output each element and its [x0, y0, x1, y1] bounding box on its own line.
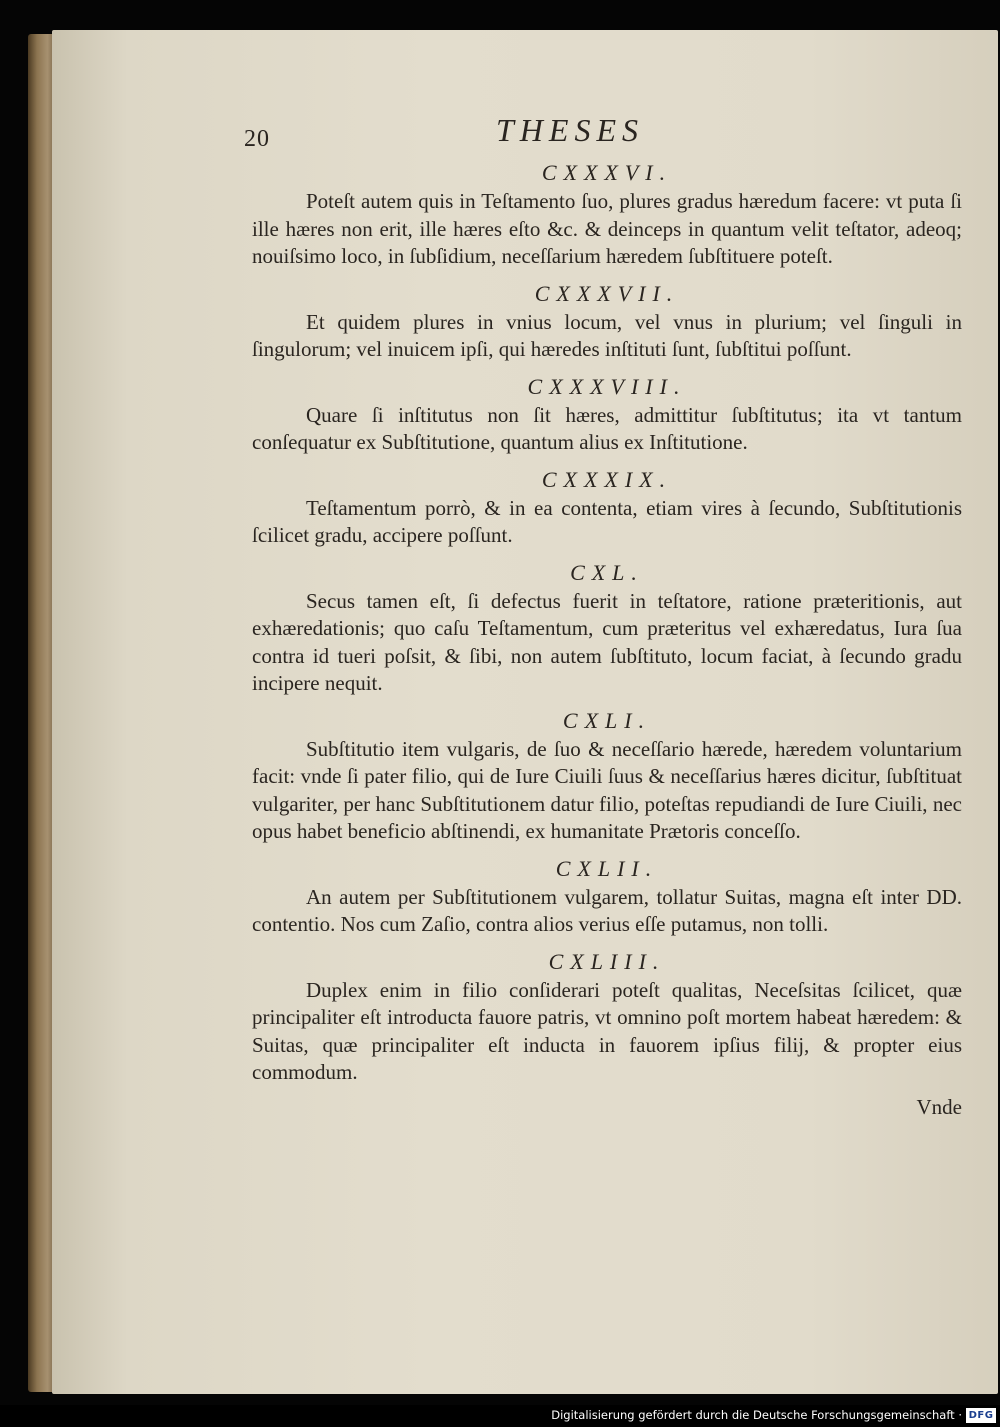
thesis-text: Secus tamen eſt, ſi defectus fuerit in teſtatore, ratione præteritionis, aut exhæredationis; quo caſu Teſtamentum, cum præteritus vel exhæredatus, Iura ſua contra id tueri poſsit, & ſibi, non autem ſubſtituto, locum faciat, à ſecundo gradu incipere nequit.	[252, 588, 962, 695]
thesis-text: Duplex enim in filio conſiderari poteſt qualitas, Neceſsitas ſcilicet, quæ principaliter eſt introducta fauore patris, vt omnino poſt mortem habeat hæredem: & Suitas, quæ principaliter eſt inducta in fauorem ipſius filij, & propter eius commodum.	[252, 977, 962, 1084]
book-page	[52, 30, 998, 1394]
thesis-text: Subſtitutio item vulgaris, de ſuo & neceſſario hærede, hæredem voluntarium facit: vnde ſi pater filio, qui de Iure Ciuili ſuus & neceſſarius hæres dicitur, ſubſtituat vulgariter, per hanc Subſtitutionem datur filio, poteſtas repudiandi de Iure Ciuili, nec opus habet beneficio abſtinendi, ex humanitate Prætoris conceſſo.	[252, 736, 962, 843]
thesis-block	[252, 372, 962, 457]
thesis-text: Teſtamentum porrò, & in ea contenta, etiam vires à ſecundo, Subſtitutionis ſcilicet gradu, accipere poſſunt.	[252, 495, 962, 547]
thesis-number: CXLII.	[555, 855, 659, 881]
catchword: Vnde	[916, 1094, 962, 1119]
thesis-block	[252, 558, 962, 698]
thesis-text: An autem per Subſtitutionem vulgarem, tollatur Suitas, magna eſt inter DD. contentio. Nos cum Zaſio, contra alios verius eſſe putamus, non tolli.	[252, 884, 962, 936]
thesis-number: CXLI.	[562, 707, 652, 733]
running-title: THESES	[496, 112, 644, 148]
page-number: 20	[244, 126, 270, 152]
thesis-block	[252, 465, 962, 550]
thesis-block	[252, 947, 962, 1087]
thesis-block	[252, 279, 962, 364]
thesis-number: CXXXVII.	[534, 280, 680, 306]
thesis-number: CXLIII.	[548, 948, 666, 974]
thesis-number: CXL.	[570, 559, 644, 585]
thesis-number: CXXXIX.	[541, 466, 673, 492]
thesis-text: Quare ſi inſtitutus non ſit hæres, admittitur ſubſtitutus; ita vt tantum conſequatur ex Subſtitutione, quantum alius ex Inſtitutione.	[252, 402, 962, 454]
thesis-text: Poteſt autem quis in Teſtamento ſuo, plures gradus hæredum facere: vt puta ſi ille hæres non erit, ille hæres eſto &c. & deinceps in quantum velit teſtator, adeoq; nouiſsimo loco, in ſubſidium, neceſſarium hæredem ſubſtituere poteſt.	[252, 189, 962, 268]
thesis-block	[252, 158, 962, 271]
thesis-number: CXXXVIII.	[527, 373, 687, 399]
thesis-text: Et quidem plures in vnius locum, vel vnus in plurium; vel ſinguli in ſingulorum; vel inuicem ipſi, qui hæredes inſtituti ſunt, ſubſtitui poſſunt.	[252, 309, 962, 361]
thesis-number: CXXXVI.	[541, 160, 673, 185]
dfg-logo[interactable]: DFG	[966, 1408, 996, 1423]
thesis-block	[252, 706, 962, 846]
thesis-block	[252, 854, 962, 939]
page-content	[244, 112, 962, 1119]
running-head	[244, 112, 962, 158]
funding-credit: Digitalisierung gefördert durch die Deutsche Forschungsgemeinschaft ·	[551, 1408, 962, 1422]
footer-bar	[0, 1405, 1000, 1427]
